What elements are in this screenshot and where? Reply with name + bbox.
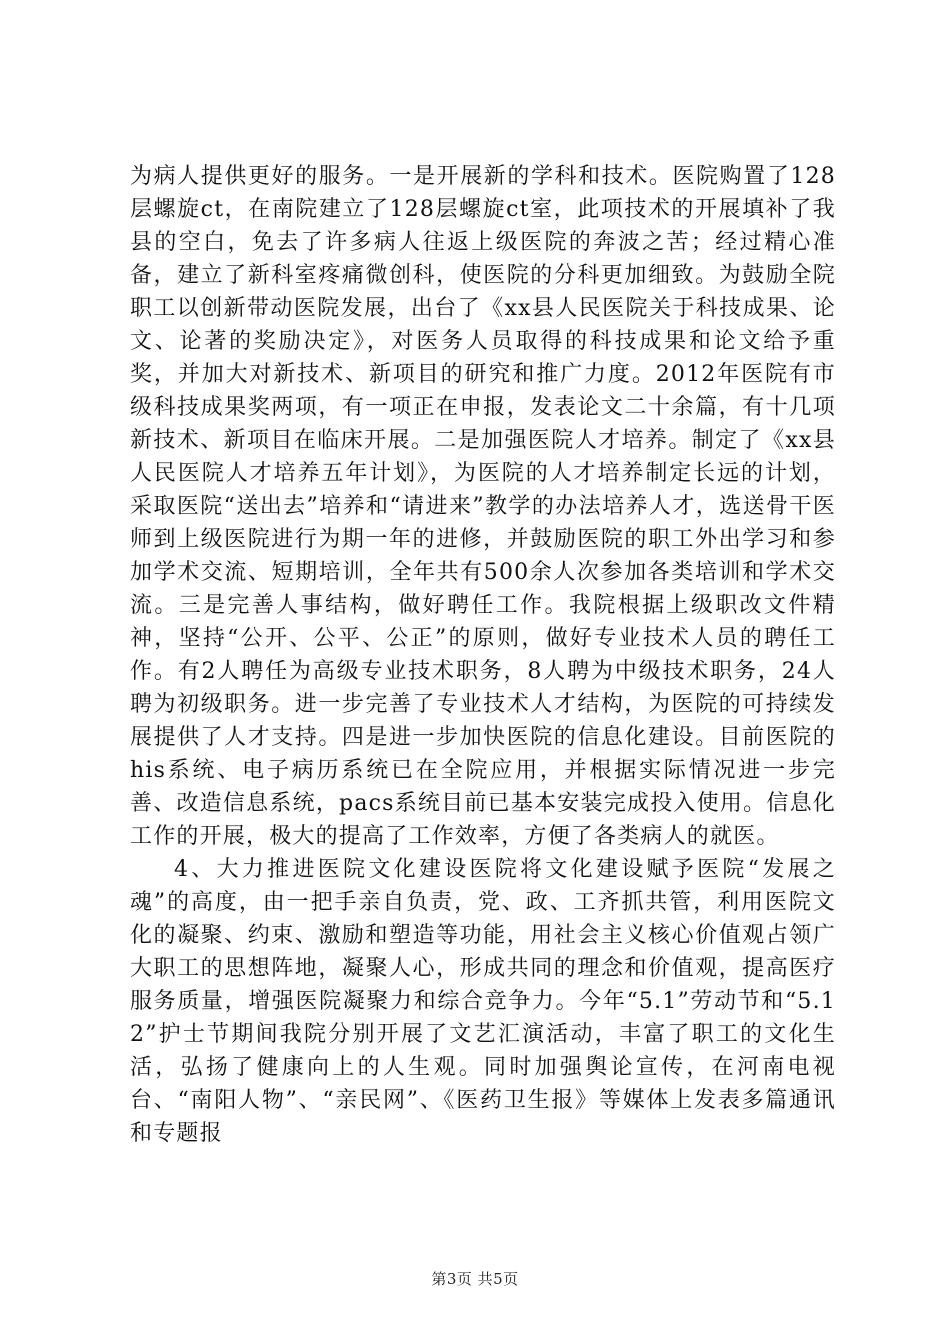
body-text (130, 160, 836, 1150)
paragraph-continued: 为病人提供更好的服务。一是开展新的学科和技术。医院购置了128层螺旋ct，在南院建立了128层螺旋ct室，此项技术的开展填补了我县的空白，免去了许多病人往返上级医院的奔波之苦；经过精心准备，建立了新科室疼痛微创科，使医院的分科更加细致。为鼓励全院职工以创新带动医院发展，出台了《xx县人民医院关于科技成果、论文、论著的奖励决定》，对医务人员取得的科技成果和论文给予重奖，并加大对新技术、新项目的研究和推广力度。2012年医院有市级科技成果奖两项，有一项正在申报，发表论文二十余篇，有十几项新技术、新项目在临床开展。二是加强医院人才培养。制定了《xx县人民医院人才培养五年计划》，为医院的人才培养制定长远的计划，采取医院“送出去”培养和“请进来”教学的办法培养人才，选送骨干医师到上级医院进行为期一年的进修，并鼓励医院的职工外出学习和参加学术交流、短期培训，全年共有500余人次参加各类培训和学术交流。三是完善人事结构，做好聘任工作。我院根据上级职改文件精神，坚持“公开、公平、公正”的原则，做好专业技术人员的聘任工作。有2人聘任为高级专业技术职务，8人聘为中级技术职务，24人聘为初级职务。进一步完善了专业技术人才结构，为医院的可持续发展提供了人才支持。四是进一步加快医院的信息化建设。目前医院的his系统、电子病历系统已在全院应用，并根据实际情况进一步完善、改造信息系统，pacs系统目前已基本安装完成投入使用。信息化工作的开展，极大的提高了工作效率，方便了各类病人的就医。 (130, 164, 836, 849)
paragraph-culture-building: 4、大力推进医院文化建设医院将文化建设赋予医院“发展之魂”的高度，由一把手亲自负责，党、政、工齐抓共管，利用医院文化的凝聚、约束、激励和塑造等功能，用社会主义核心价值观占领广大职工的思想阵地，凝聚人心，形成共同的理念和价值观，提高医疗服务质量，增强医院凝聚力和综合竞争力。今年“5.1”劳动节和“5.12”护士节期间我院分别开展了文艺汇演活动，丰富了职工的文化生活，弘扬了健康向上的人生观。同时加强舆论宣传，在河南电视台、“南阳人物”、“亲民网”、《医药卫生报》等媒体上发表多篇通讯和专题报 (130, 857, 836, 1146)
page-number: 第3页 共5页 (431, 1270, 519, 1288)
